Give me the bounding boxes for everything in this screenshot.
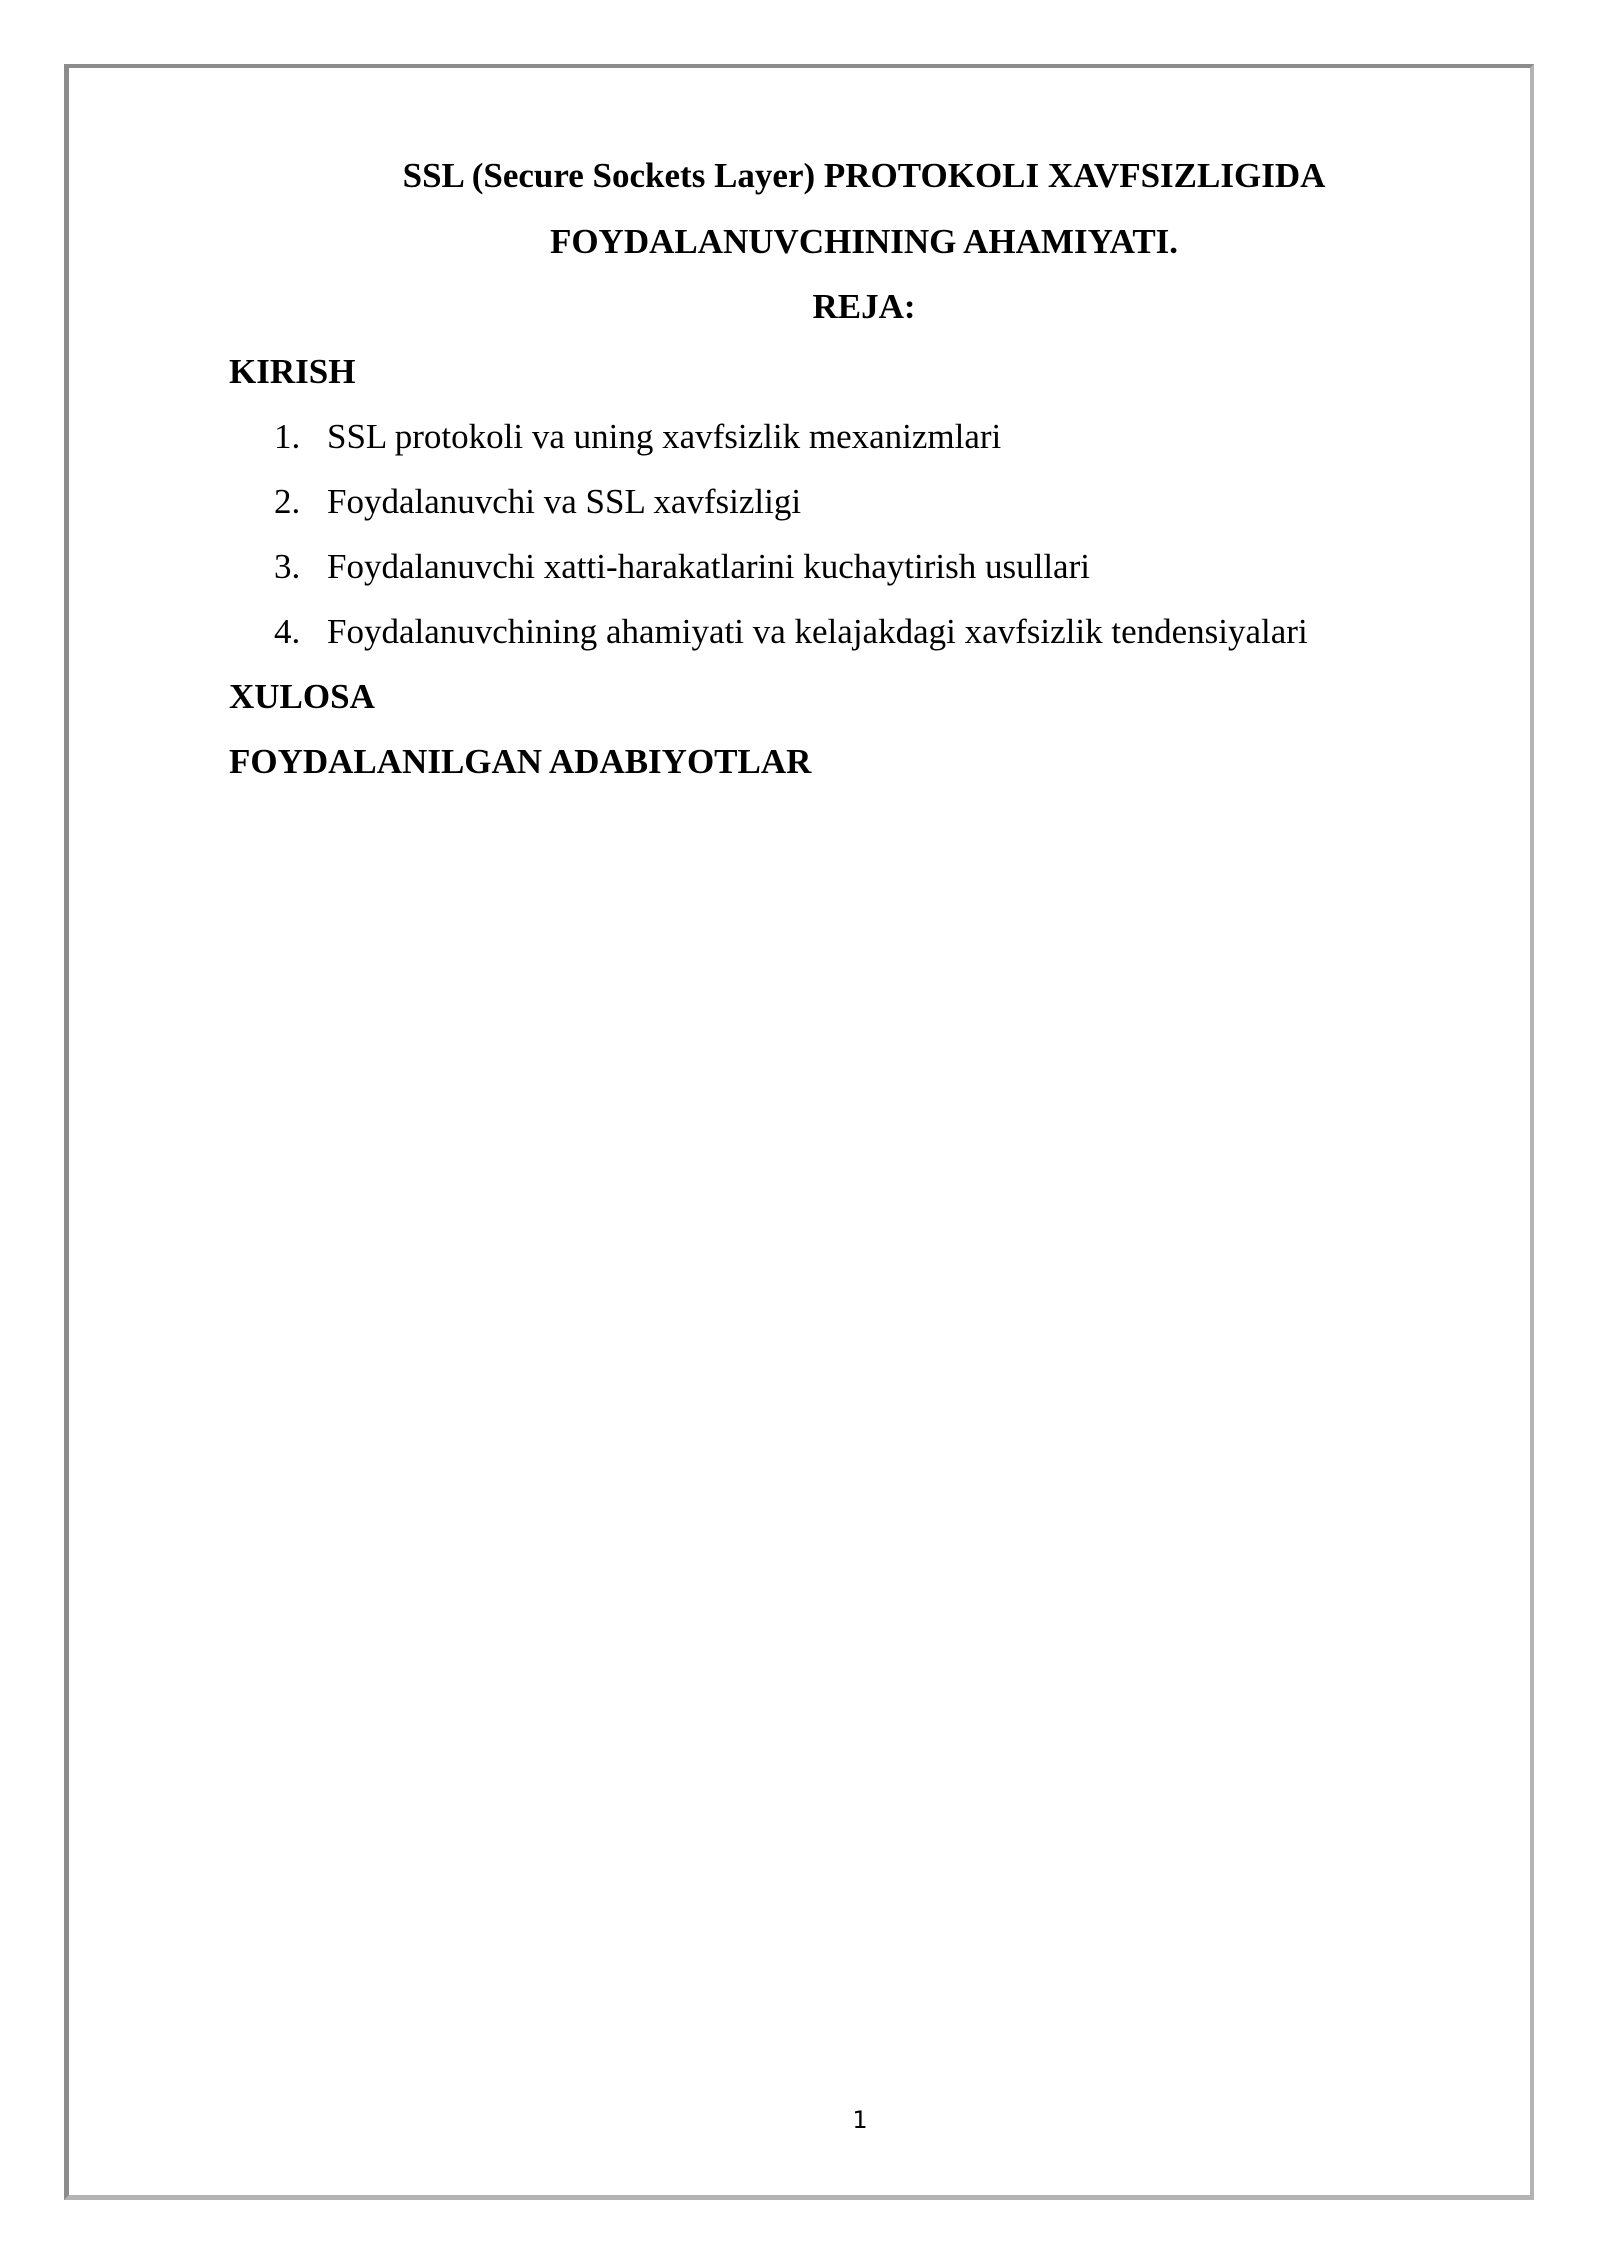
list-item-text: SSL protokoli va uning xavfsizlik mexanizmlari: [327, 417, 1002, 456]
page-number: 1: [852, 2106, 868, 2134]
list-item: [274, 482, 1308, 547]
plan-list: [274, 417, 1308, 677]
list-item: [274, 612, 1308, 677]
section-references: FOYDALANILGAN ADABIYOTLAR: [229, 742, 812, 781]
list-item-number: 2.: [274, 482, 301, 521]
list-item: [274, 547, 1308, 612]
list-item-number: 3.: [274, 547, 301, 586]
list-item: [274, 417, 1308, 482]
document-title-line-2: FOYDALANUVCHINING AHAMIYATI.: [549, 222, 1179, 261]
plan-heading: REJA:: [812, 287, 916, 326]
list-item-number: 1.: [274, 417, 301, 456]
document-title-line-1: SSL (Secure Sockets Layer) PROTOKOLI XAVFSIZLIGIDA: [402, 156, 1326, 195]
section-introduction: KIRISH: [229, 352, 356, 391]
list-item-text: Foydalanuvchining ahamiyati va kelajakdagi xavfsizlik tendensiyalari: [327, 612, 1308, 651]
list-item-text: Foydalanuvchi va SSL xavfsizligi: [327, 482, 802, 521]
list-item-text: Foydalanuvchi xatti-harakatlarini kuchaytirish usullari: [327, 547, 1090, 586]
section-conclusion: XULOSA: [229, 677, 375, 716]
list-item-number: 4.: [274, 612, 301, 651]
